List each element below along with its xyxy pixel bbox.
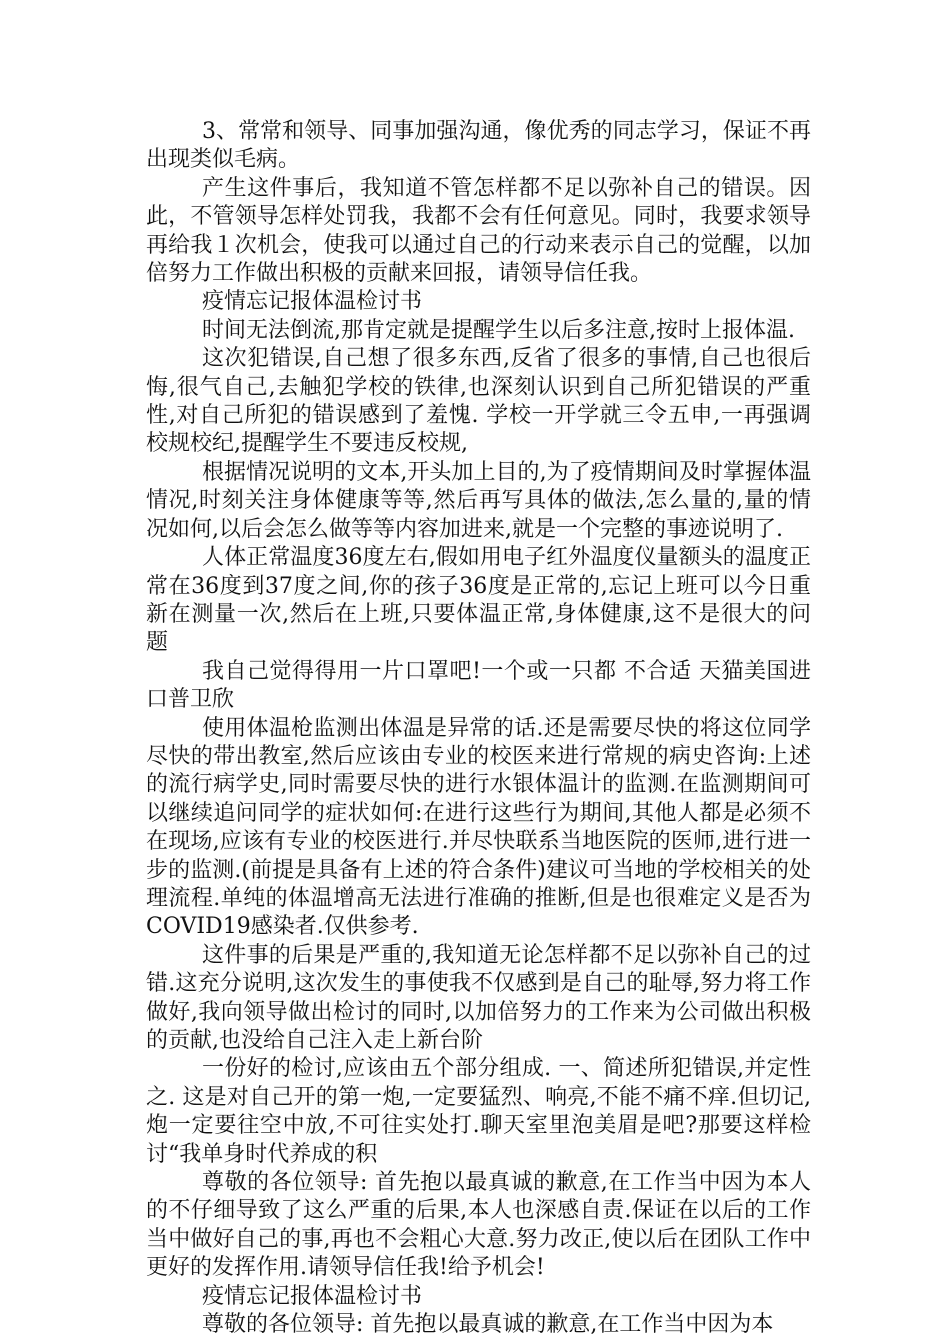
paragraph-abnormal-temperature: 使用体温枪监测出体温是异常的话.还是需要尽快的将这位同学尽快的带出教室,然后应该由专业的校医来进行常规的病史咨询:上述的流行病学史,同时需要尽快的进行水银体温计的监测.在监测期间可以继续追问同学的症状如何:在进行这些行为期间,其他人都是必须不在现场,应该有专业的校医进行.并尽快联系当地医院的医师,进行进一步的监测.(前提是具备有上述的符合条件)建议可当地的学校相关的处理流程.单纯的体温增高无法进行准确的推断,但是也很难定义是否为COVID19感染者.仅供参考. [146,715,811,940]
paragraph-reminder: 时间无法倒流,那肯定就是提醒学生以后多注意,按时上报体温. [202,317,795,343]
paragraph-consequences: 这件事的后果是严重的,我知道无论怎样都不足以弥补自己的过错.这充分说明,这次发生的事使我不仅感到是自己的耻辱,努力将工作做好,我向领导做出检讨的同时,以加倍努力的工作来为公司做出积极的贡献,也没给自己注入走上新台阶 [146,942,811,1053]
paragraph-letter-to-leaders: 尊敬的各位领导: 首先抱以最真诚的歉意,在工作当中因为本人的不仔细导致了这么严重的后果,本人也深感自责.保证在以后的工作当中做好自己的事,再也不会粗心大意.努力改正,使以后在团队工作中更好的发挥作用.请领导信任我!给予机会! [146,1170,811,1281]
paragraph-mask: 我自己觉得得用一片口罩吧!一个或一只都 不合适 天猫美国进口普卫欣 [146,658,811,713]
paragraph-letter-start: 尊敬的各位领导: 首先抱以最真诚的歉意,在工作当中因为本 [202,1312,774,1338]
section-title: 疫情忘记报体温检讨书 [202,289,423,315]
paragraph-how-to-write: 一份好的检讨,应该由五个部分组成. 一、简述所犯错误,并定性之. 这是对自己开的第一炮,一定要猛烈、响亮,不能不痛不痒.但切记,炮一定要往空中放,不可往实处打.聊天室里泡美眉是吧?那要这样检讨“我单身时代养成的积 [146,1056,811,1167]
paragraph-improvement-item-3: 3、常常和领导、同事加强沟通，像优秀的同志学习，保证不再出现类似毛病。 [146,119,811,173]
paragraph-normal-temperature: 人体正常温度36度左右,假如用电子红外温度仪量额头的温度正常在36度到37度之间,你的孩子36度是正常的,忘记上班可以今日重新在测量一次,然后在上班,只要体温正常,身体健康,这不是很大的问题 [146,545,811,656]
document-body [146,118,811,1339]
paragraph-apology-request: 产生这件事后，我知道不管怎样都不足以弥补自己的错误。因此，不管领导怎样处罚我，我都不会有任何意见。同时，我要求领导再给我１次机会，使我可以通过自己的行动来表示自己的觉醒，以加倍努力工作做出积极的贡献来回报，请领导信任我。 [146,175,811,287]
section-title-repeat: 疫情忘记报体温检讨书 [202,1283,423,1309]
paragraph-reflection: 这次犯错误,自己想了很多东西,反省了很多的事情,自己也很后悔,很气自己,去触犯学校的铁律,也深刻认识到自己所犯错误的严重性,对自己所犯的错误感到了羞愧. 学校一开学就三令五申,一再强调校规校纪,提醒学生不要违反校规, [146,346,811,457]
paragraph-explanation-guide: 根据情况说明的文本,开头加上目的,为了疫情期间及时掌握体温情况,时刻关注身体健康等等,然后再写具体的做法,怎么量的,量的情况如何,以后会怎么做等等内容加进来,就是一个完整的事迹说明了. [146,459,811,542]
